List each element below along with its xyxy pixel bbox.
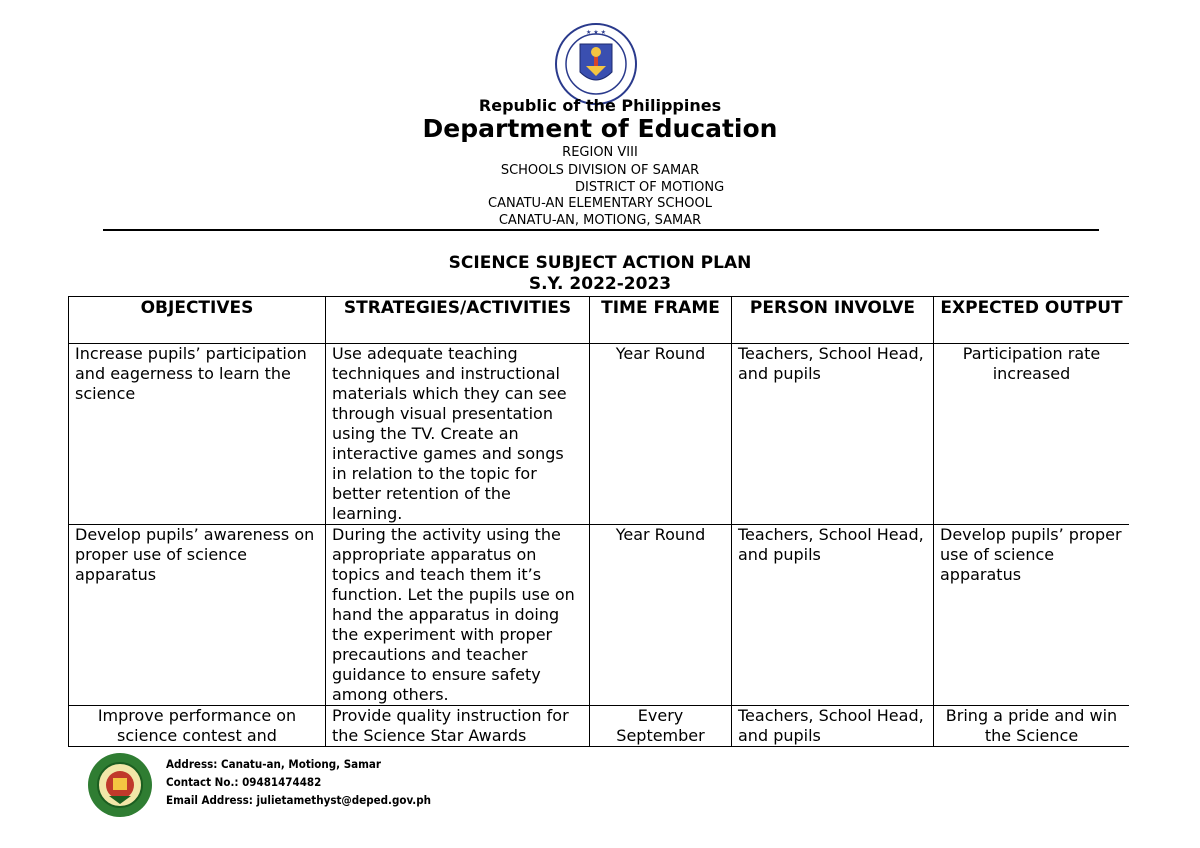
district-line: DISTRICT OF MOTIONG	[575, 180, 725, 195]
strategy-cell: Provide quality instruction for the Science Star Awards	[326, 706, 590, 748]
person-cell: Teachers, School Head, and pupils	[732, 706, 934, 748]
col-person-involve: PERSON INVOLVE	[732, 297, 934, 344]
output-cell: Develop pupils’ proper use of science apparatus	[934, 525, 1130, 706]
header-divider	[103, 229, 1099, 231]
table-cut-line	[68, 746, 1129, 747]
svg-text:★ ★ ★: ★ ★ ★	[586, 29, 606, 36]
division-line: SCHOOLS DIVISION OF SAMAR	[500, 163, 700, 178]
strategy-cell: During the activity using the appropriate apparatus on topics and teach them it’s function. Let the pupils use on hand the apparatus in doing the experiment with proper precautions and teacher guidance to ensure safety among others.	[326, 525, 590, 706]
output-cell: Bring a pride and win the Science	[934, 706, 1130, 748]
document-title: SCIENCE SUBJECT ACTION PLAN	[448, 253, 752, 273]
action-plan-table	[68, 296, 1129, 747]
col-time-frame: TIME FRAME	[590, 297, 732, 344]
time-frame-cell: Year Round	[590, 344, 732, 525]
school-address-line: CANATU-AN, MOTIONG, SAMAR	[498, 213, 702, 228]
region-line: REGION VIII	[562, 145, 638, 160]
objective-cell: Develop pupils’ awareness on proper use of science apparatus	[69, 525, 326, 706]
strategy-cell: Use adequate teaching techniques and instructional materials which they can see through visual presentation using the TV. Create an interactive games and songs in relation to the topic for better retention of the learning.	[326, 344, 590, 525]
table-row	[69, 706, 1130, 748]
footer-address: Address: Canatu-an, Motiong, Samar	[166, 757, 382, 771]
table-row	[69, 344, 1130, 525]
republic-heading: Republic of the Philippines	[478, 96, 722, 115]
time-frame-cell: Every September	[590, 706, 732, 748]
col-expected-output: EXPECTED OUTPUT	[934, 297, 1130, 344]
objective-cell: Improve performance on science contest and	[69, 706, 326, 748]
person-cell: Teachers, School Head, and pupils	[732, 344, 934, 525]
table-row	[69, 525, 1130, 706]
col-objectives: OBJECTIVES	[69, 297, 326, 344]
school-year: S.Y. 2022-2023	[528, 274, 672, 294]
footer-email: Email Address: julietamethyst@deped.gov.ph	[166, 793, 431, 807]
school-line: CANATU-AN ELEMENTARY SCHOOL	[488, 196, 712, 211]
output-cell: Participation rate increased	[934, 344, 1130, 525]
school-logo-icon	[87, 752, 153, 818]
time-frame-cell: Year Round	[590, 525, 732, 706]
deped-seal-icon	[554, 22, 638, 106]
person-cell: Teachers, School Head, and pupils	[732, 525, 934, 706]
col-strategies: STRATEGIES/ACTIVITIES	[326, 297, 590, 344]
footer-contact: Contact No.: 09481474482	[166, 775, 322, 789]
department-heading: Department of Education	[422, 114, 778, 143]
objective-cell: Increase pupils’ participation and eagerness to learn the science	[69, 344, 326, 525]
table-header-row	[69, 297, 1130, 344]
